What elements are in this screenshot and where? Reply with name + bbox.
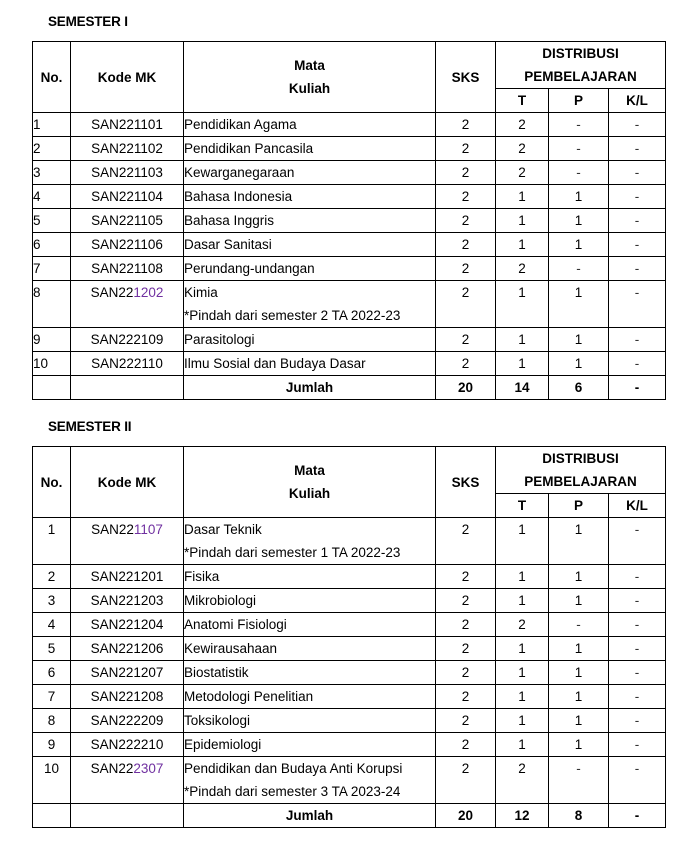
cell-no: 1	[33, 518, 71, 565]
cell-sks: 2	[436, 661, 496, 685]
cell-empty	[33, 804, 71, 828]
cell-sks: 2	[436, 137, 496, 161]
cell-t: 1	[496, 281, 549, 328]
cell-kode-mk	[71, 565, 184, 589]
table-row	[33, 733, 666, 757]
course-name: Bahasa Inggris	[184, 213, 275, 228]
kode-changed-digits: 1202	[133, 285, 164, 300]
course-name: Bahasa Indonesia	[184, 189, 293, 204]
course-name: Perundang-undangan	[184, 261, 315, 276]
kode-changed-digits: 2307	[133, 761, 164, 776]
total-label: Jumlah	[184, 804, 436, 828]
cell-kl: -	[609, 352, 666, 376]
total-p: 6	[549, 376, 609, 400]
header-dist-line2: PEMBELAJARAN	[524, 474, 637, 489]
course-name: Biostatistik	[184, 665, 249, 680]
cell-kl: -	[609, 185, 666, 209]
cell-sks: 2	[436, 518, 496, 565]
cell-p: -	[549, 161, 609, 185]
cell-kode-mk	[71, 209, 184, 233]
cell-sks: 2	[436, 709, 496, 733]
course-name: Epidemiologi	[184, 737, 262, 752]
cell-t: 2	[496, 137, 549, 161]
cell-kl: -	[609, 233, 666, 257]
course-name: Pendidikan Pancasila	[184, 141, 314, 156]
cell-t: 1	[496, 328, 549, 352]
cell-kode-mk	[71, 685, 184, 709]
header-row	[33, 447, 666, 494]
cell-kl: -	[609, 281, 666, 328]
cell-mata-kuliah	[184, 589, 436, 613]
cell-p: 1	[549, 685, 609, 709]
total-kl: -	[609, 804, 666, 828]
kode-prefix: SAN221207	[90, 665, 164, 680]
cell-sks: 2	[436, 328, 496, 352]
cell-no: 8	[33, 281, 71, 328]
cell-no: 6	[33, 661, 71, 685]
header-dist-line1: DISTRIBUSI	[542, 451, 619, 466]
cell-sks: 2	[436, 185, 496, 209]
cell-kl: -	[609, 589, 666, 613]
header-sks: SKS	[436, 447, 496, 518]
header-distribusi	[496, 447, 666, 494]
cell-kode-mk	[71, 661, 184, 685]
course-name: Kimia	[184, 285, 218, 300]
cell-p: 1	[549, 637, 609, 661]
header-p: P	[549, 494, 609, 518]
cell-no: 5	[33, 637, 71, 661]
cell-t: 1	[496, 589, 549, 613]
cell-p: 1	[549, 352, 609, 376]
course-name: Ilmu Sosial dan Budaya Dasar	[184, 356, 366, 371]
table-row	[33, 685, 666, 709]
kode-prefix: SAN221204	[90, 617, 164, 632]
cell-sks: 2	[436, 589, 496, 613]
cell-no: 4	[33, 613, 71, 637]
cell-p: -	[549, 113, 609, 137]
header-no: No.	[33, 42, 71, 113]
cell-sks: 2	[436, 565, 496, 589]
cell-mata-kuliah	[184, 185, 436, 209]
course-name: Dasar Sanitasi	[184, 237, 272, 252]
cell-kl: -	[609, 518, 666, 565]
cell-kl: -	[609, 113, 666, 137]
cell-no: 1	[33, 113, 71, 137]
cell-kl: -	[609, 565, 666, 589]
cell-p: 1	[549, 733, 609, 757]
header-kl: K/L	[609, 494, 666, 518]
cell-sks: 2	[436, 161, 496, 185]
cell-kl: -	[609, 161, 666, 185]
cell-kl: -	[609, 661, 666, 685]
cell-kl: -	[609, 328, 666, 352]
course-move-note: *Pindah dari semester 1 TA 2022-23	[184, 545, 401, 560]
cell-mata-kuliah	[184, 565, 436, 589]
table-row	[33, 757, 666, 804]
cell-p: -	[549, 137, 609, 161]
total-t: 12	[496, 804, 549, 828]
cell-sks: 2	[436, 733, 496, 757]
cell-mata-kuliah	[184, 352, 436, 376]
header-kl: K/L	[609, 89, 666, 113]
cell-mata-kuliah	[184, 637, 436, 661]
course-name: Anatomi Fisiologi	[184, 617, 287, 632]
cell-no: 5	[33, 209, 71, 233]
course-name: Pendidikan dan Budaya Anti Korupsi	[184, 761, 403, 776]
kode-prefix: SAN22	[91, 522, 134, 537]
header-no: No.	[33, 447, 71, 518]
cell-kode-mk	[71, 185, 184, 209]
header-mata-kuliah	[184, 447, 436, 518]
kode-prefix: SAN22	[90, 285, 134, 300]
kode-prefix: SAN221108	[91, 261, 163, 276]
cell-t: 2	[496, 161, 549, 185]
cell-mata-kuliah	[184, 137, 436, 161]
header-sks: SKS	[436, 42, 496, 113]
cell-kode-mk	[71, 613, 184, 637]
header-t: T	[496, 494, 549, 518]
cell-p: -	[549, 257, 609, 281]
total-label: Jumlah	[184, 376, 436, 400]
cell-t: 1	[496, 185, 549, 209]
cell-mata-kuliah	[184, 709, 436, 733]
cell-mata-kuliah	[184, 281, 436, 328]
kode-prefix: SAN222110	[91, 356, 163, 371]
cell-t: 1	[496, 661, 549, 685]
total-row	[33, 804, 666, 828]
cell-kode-mk	[71, 161, 184, 185]
table-row	[33, 281, 666, 328]
cell-p: 1	[549, 328, 609, 352]
cell-no: 2	[33, 137, 71, 161]
header-p: P	[549, 89, 609, 113]
cell-p: 1	[549, 233, 609, 257]
cell-no: 9	[33, 328, 71, 352]
cell-kode-mk	[71, 518, 184, 565]
total-kl: -	[609, 376, 666, 400]
cell-kode-mk	[71, 328, 184, 352]
cell-t: 1	[496, 733, 549, 757]
header-kode-mk: Kode MK	[71, 447, 184, 518]
cell-kl: -	[609, 257, 666, 281]
cell-kl: -	[609, 209, 666, 233]
cell-empty	[71, 376, 184, 400]
table-row	[33, 185, 666, 209]
cell-t: 1	[496, 685, 549, 709]
cell-sks: 2	[436, 352, 496, 376]
cell-t: 1	[496, 565, 549, 589]
cell-no: 4	[33, 185, 71, 209]
cell-mata-kuliah	[184, 733, 436, 757]
table-row	[33, 589, 666, 613]
course-name: Metodologi Penelitian	[184, 689, 314, 704]
total-p: 8	[549, 804, 609, 828]
cell-empty	[71, 804, 184, 828]
cell-mata-kuliah	[184, 685, 436, 709]
cell-t: 2	[496, 613, 549, 637]
kode-prefix: SAN22	[90, 761, 134, 776]
kode-prefix: SAN221106	[91, 237, 163, 252]
cell-kode-mk	[71, 233, 184, 257]
cell-kode-mk	[71, 113, 184, 137]
cell-kode-mk	[71, 137, 184, 161]
cell-kode-mk	[71, 637, 184, 661]
kode-prefix: SAN221104	[91, 189, 163, 204]
kode-prefix: SAN222109	[90, 332, 164, 347]
table-row	[33, 161, 666, 185]
cell-p: 1	[549, 185, 609, 209]
course-name: Fisika	[184, 569, 220, 584]
cell-sks: 2	[436, 257, 496, 281]
table-row	[33, 113, 666, 137]
course-name: Pendidikan Agama	[184, 117, 297, 132]
kode-prefix: SAN222209	[90, 713, 164, 728]
cell-mata-kuliah	[184, 209, 436, 233]
kode-prefix: SAN221105	[91, 213, 163, 228]
header-distribusi	[496, 42, 666, 89]
cell-no: 2	[33, 565, 71, 589]
table-row	[33, 565, 666, 589]
cell-kl: -	[609, 637, 666, 661]
total-sks: 20	[436, 376, 496, 400]
cell-t: 2	[496, 757, 549, 804]
cell-t: 1	[496, 518, 549, 565]
cell-p: 1	[549, 565, 609, 589]
course-name: Mikrobiologi	[184, 593, 257, 608]
header-t: T	[496, 89, 549, 113]
table-row	[33, 613, 666, 637]
cell-p: 1	[549, 709, 609, 733]
cell-no: 9	[33, 733, 71, 757]
cell-t: 1	[496, 637, 549, 661]
cell-p: 1	[549, 281, 609, 328]
cell-no: 10	[33, 352, 71, 376]
table-row	[33, 328, 666, 352]
kode-prefix: SAN221201	[90, 569, 164, 584]
kode-prefix: SAN221101	[91, 117, 163, 132]
kode-prefix: SAN221103	[91, 165, 163, 180]
cell-no: 8	[33, 709, 71, 733]
cell-t: 2	[496, 113, 549, 137]
header-row	[33, 42, 666, 89]
cell-sks: 2	[436, 637, 496, 661]
kode-prefix: SAN222210	[90, 737, 164, 752]
cell-t: 1	[496, 209, 549, 233]
cell-p: -	[549, 757, 609, 804]
kode-changed-digits: 1107	[133, 522, 163, 537]
cell-kode-mk	[71, 733, 184, 757]
cell-mata-kuliah	[184, 613, 436, 637]
course-name: Kewirausahaan	[184, 641, 278, 656]
cell-t: 1	[496, 352, 549, 376]
cell-kode-mk	[71, 257, 184, 281]
cell-kode-mk	[71, 757, 184, 804]
header-mata-line2: Kuliah	[288, 81, 331, 96]
table-row	[33, 233, 666, 257]
cell-kl: -	[609, 137, 666, 161]
cell-p: 1	[549, 589, 609, 613]
header-mata-line1: Mata	[294, 463, 325, 478]
cell-kl: -	[609, 613, 666, 637]
cell-no: 3	[33, 589, 71, 613]
cell-kl: -	[609, 685, 666, 709]
cell-t: 2	[496, 257, 549, 281]
table-row	[33, 209, 666, 233]
kode-prefix: SAN221208	[90, 689, 164, 704]
semester-1-title: SEMESTER I	[48, 14, 128, 29]
cell-sks: 2	[436, 281, 496, 328]
cell-no: 3	[33, 161, 71, 185]
total-t: 14	[496, 376, 549, 400]
semester-1-table	[32, 41, 666, 400]
course-name: Toksikologi	[184, 713, 251, 728]
cell-mata-kuliah	[184, 113, 436, 137]
cell-no: 7	[33, 257, 71, 281]
cell-sks: 2	[436, 757, 496, 804]
kode-prefix: SAN221206	[90, 641, 164, 656]
cell-sks: 2	[436, 209, 496, 233]
total-row	[33, 376, 666, 400]
header-kode-mk: Kode MK	[71, 42, 184, 113]
cell-kl: -	[609, 709, 666, 733]
semester-2-title: SEMESTER II	[48, 419, 132, 434]
header-mata-line2: Kuliah	[288, 486, 331, 501]
table-row	[33, 257, 666, 281]
cell-mata-kuliah	[184, 757, 436, 804]
cell-t: 1	[496, 709, 549, 733]
cell-p: 1	[549, 518, 609, 565]
cell-p: 1	[549, 661, 609, 685]
cell-sks: 2	[436, 685, 496, 709]
cell-sks: 2	[436, 233, 496, 257]
cell-kl: -	[609, 733, 666, 757]
cell-no: 10	[33, 757, 71, 804]
cell-no: 7	[33, 685, 71, 709]
cell-t: 1	[496, 233, 549, 257]
total-sks: 20	[436, 804, 496, 828]
header-mata-line1: Mata	[294, 58, 325, 73]
cell-mata-kuliah	[184, 661, 436, 685]
cell-sks: 2	[436, 113, 496, 137]
kode-prefix: SAN221203	[90, 593, 164, 608]
cell-no: 6	[33, 233, 71, 257]
course-move-note: *Pindah dari semester 3 TA 2023-24	[184, 784, 401, 799]
cell-sks: 2	[436, 613, 496, 637]
header-dist-line2: PEMBELAJARAN	[524, 69, 637, 84]
semester-2-table	[32, 446, 666, 828]
header-dist-line1: DISTRIBUSI	[542, 46, 619, 61]
course-move-note: *Pindah dari semester 2 TA 2022-23	[184, 308, 401, 323]
table-row	[33, 137, 666, 161]
kode-prefix: SAN221102	[91, 141, 163, 156]
cell-empty	[33, 376, 71, 400]
cell-mata-kuliah	[184, 518, 436, 565]
course-name: Dasar Teknik	[184, 522, 262, 537]
cell-mata-kuliah	[184, 233, 436, 257]
cell-kode-mk	[71, 589, 184, 613]
cell-kode-mk	[71, 352, 184, 376]
cell-mata-kuliah	[184, 161, 436, 185]
course-name: Kewarganegaraan	[184, 165, 295, 180]
cell-mata-kuliah	[184, 328, 436, 352]
course-name: Parasitologi	[184, 332, 255, 347]
table-row	[33, 518, 666, 565]
cell-kl: -	[609, 757, 666, 804]
cell-kode-mk	[71, 709, 184, 733]
cell-mata-kuliah	[184, 257, 436, 281]
table-row	[33, 637, 666, 661]
table-row	[33, 661, 666, 685]
cell-p: 1	[549, 209, 609, 233]
table-row	[33, 352, 666, 376]
header-mata-kuliah	[184, 42, 436, 113]
cell-p: -	[549, 613, 609, 637]
table-row	[33, 709, 666, 733]
cell-kode-mk	[71, 281, 184, 328]
